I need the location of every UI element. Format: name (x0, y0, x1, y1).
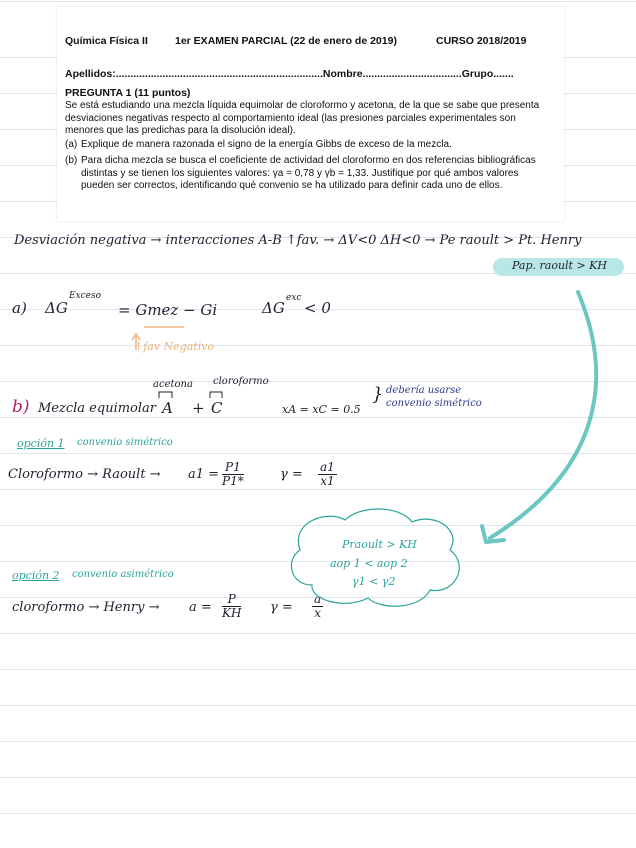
acetone-bracket (159, 392, 172, 398)
fraction-numerator: P (222, 593, 241, 607)
fraction-numerator: a (314, 592, 322, 606)
convention-note-2: convenio simétrico (386, 398, 482, 409)
favorable-arrow-icon (132, 334, 140, 350)
excess-gibbs-sign: < 0 (304, 299, 331, 317)
cloud-line-1: Praoult > KH (342, 538, 417, 551)
option-1-reference: Cloroformo → Raoult → (8, 467, 161, 482)
curved-arrow-icon (490, 292, 596, 538)
chloroform-bracket (210, 392, 222, 398)
excess-gibbs-symbol-2: ΔG (262, 299, 285, 317)
cloud-line-2: aop 1 < aop 2 (330, 557, 408, 570)
plus-sign: + (192, 399, 205, 417)
fraction-denominator: x1 (320, 474, 335, 488)
question-text: Se está estudiando una mezcla líquida equimolar de cloroformo y acetona, de la que se sabe que presenta desviaciones negativas respecto al comportamiento ideal (las presiones parciales experimentales son menores que las predichas para la disolución ideal). (65, 100, 540, 136)
item-text: Para dicha mezcla se busca el coeficiente de actividad del cloroformo en dos referencias bibliográficas distintas y se tienen los siguientes valores: γa = 0,78 y γb = 1,33. Justifique por qué ambos valores pueden ser correctos, identificando qué convenio se ha utilizado para definir cada uno de ellos. (81, 155, 536, 191)
fraction-numerator: a1 (320, 460, 335, 474)
option-1-gamma: γ = (280, 467, 303, 482)
course-name: Química Física II (65, 35, 148, 47)
option-2-activity: a = (189, 600, 212, 615)
favorable-note: ↑fav Negativo (134, 340, 215, 353)
note-line-1: Desviación negativa → interacciones A-B ↑fav. → ΔV<0 ΔH<0 → Pe raoult > Pt. Henry (14, 233, 582, 248)
cloud-outline-icon (291, 509, 459, 606)
fraction-denominator: x (314, 606, 321, 620)
component-c: C (211, 399, 223, 417)
mixture-label: Mezcla equimolar (38, 401, 156, 416)
excess-superscript-2: exc (286, 293, 302, 303)
fraction-denominator: KH (222, 606, 242, 620)
option-2-title: convenio asimétrico (72, 569, 174, 580)
component-a: A (162, 399, 173, 417)
fraction-denominator: P1* (222, 474, 244, 488)
option-2-reference: cloroformo → Henry → (12, 600, 160, 615)
excess-superscript: Exceso (69, 291, 102, 301)
excess-gibbs-symbol: ΔG (45, 299, 68, 317)
part-b-label: b) (12, 397, 30, 417)
course-year: CURSO 2018/2019 (436, 35, 527, 47)
option-1-title: convenio simétrico (77, 437, 173, 448)
convention-note-1: debería usarse (386, 385, 462, 396)
student-fields: Apellidos:.......................................................................Nombre..................................Grupo....... (65, 68, 514, 80)
exam-title: 1er EXAMEN PARCIAL (22 de enero de 2019) (175, 35, 397, 47)
option-1-label: opción 1 (17, 437, 65, 450)
part-a-label: a) (12, 299, 27, 317)
pill-text: Pap. raoult > KH (512, 259, 607, 272)
option-1-activity: a1 = (188, 467, 220, 482)
mole-fractions: xA = xC = 0.5 (282, 403, 361, 416)
option-2-label: opción 2 (12, 569, 60, 582)
question-title: PREGUNTA 1 (11 puntos) (65, 87, 191, 99)
acetone-label: acetona (153, 379, 193, 390)
item-label: (a) (65, 139, 78, 150)
item-label: (b) (65, 155, 78, 166)
option-2-gamma: γ = (270, 600, 293, 615)
excess-gibbs-definition: = Gmez − Gi (118, 301, 218, 319)
fraction-numerator: P1 (222, 461, 244, 475)
brace-icon: } (372, 384, 384, 405)
chloroform-label: cloroformo (213, 376, 269, 387)
item-text: Explique de manera razonada el signo de la energía Gibbs de exceso de la mezcla. (81, 139, 452, 150)
cloud-line-3: γ1 < γ2 (352, 575, 396, 588)
